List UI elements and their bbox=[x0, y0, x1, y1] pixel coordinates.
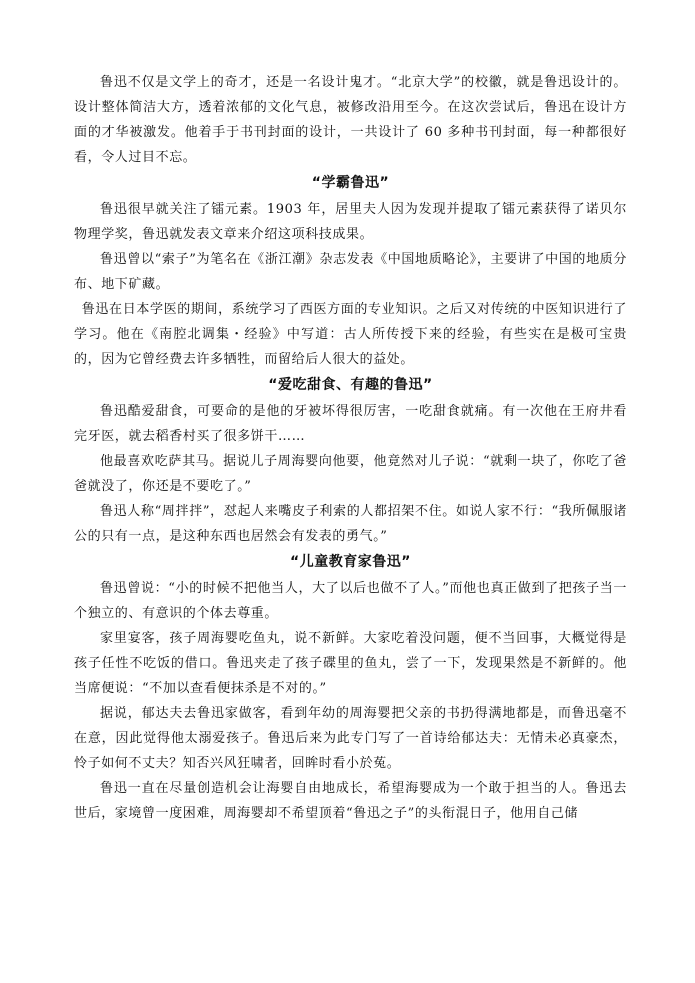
section-heading: “爱吃甜食、有趣的鲁迅” bbox=[268, 377, 433, 393]
body-paragraph: 鲁迅曾说：“小的时候不把他当人，大了以后也做不了人。”而他也真正做到了把孩子当一个独立的、有意识的个体去尊重。 bbox=[74, 581, 627, 621]
body-paragraph: 鲁迅很早就关注了镭元素。1903 年，居里夫人因为发现并提取了镭元素获得了诺贝尔物理学奖，鲁迅就发表文章来介绍这项科技成果。 bbox=[74, 202, 627, 242]
body-paragraph: 鲁迅人称“周拌拌”，怼起人来嘴皮子利索的人都招架不住。如说人家不行：“我所佩服诸公的只有一点，是这种东西也居然会有发表的勇气。” bbox=[74, 504, 627, 544]
body-paragraph: 鲁迅在日本学医的期间，系统学习了西医方面的专业知识。之后又对传统的中医知识进行了学习。他在《南腔北调集・经验》中写道：古人所传授下来的经验，有些实在是极可宝贵的，因为它曾经费去许多牺牲，而留给后人很大的益处。 bbox=[74, 302, 627, 367]
body-paragraph: 鲁迅一直在尽量创造机会让海婴自由地成长，希望海婴成为一个敢于担当的人。鲁迅去世后，家境曾一度困难，周海婴却不希望顶着“鲁迅之子”的头衔混日子，他用自己储 bbox=[74, 781, 627, 821]
body-paragraph: 家里宴客，孩子周海婴吃鱼丸，说不新鲜。大家吃着没问题，便不当回事，大概觉得是孩子任性不吃饭的借口。鲁迅夹走了孩子碟里的鱼丸，尝了一下，发现果然是不新鲜的。他当席便说：“不加以查看便抹杀是不对的。” bbox=[74, 631, 627, 696]
body-paragraph: 鲁迅酷爱甜食，可要命的是他的牙被坏得很厉害，一吃甜食就痛。有一次他在王府井看完牙医，就去稻香村买了很多饼干…… bbox=[74, 404, 627, 444]
body-paragraph: 鲁迅不仅是文学上的奇才，还是一名设计鬼才。“北京大学”的校徽，就是鲁迅设计的。设计整体简洁大方，透着浓郁的文化气息，被修改沿用至今。在这次尝试后，鲁迅在设计方面的才华被激发。他着手于书刊封面的设计，一共设计了 60 多种书刊封面，每一种都很好看，令人过目不忘。 bbox=[74, 75, 627, 165]
body-paragraph: 据说，郁达夫去鲁迅家做客，看到年幼的周海婴把父亲的书扔得满地都是，而鲁迅毫不在意，因此觉得他太溺爱孩子。鲁迅后来为此专门写了一首诗给郁达夫：无情未必真豪杰，怜子如何不丈夫？知否兴风狂啸者，回眸时看小於菟。 bbox=[74, 706, 627, 771]
body-paragraph: 他最喜欢吃萨其马。据说儿子周海婴向他要，他竟然对儿子说：“就剩一块了，你吃了爸爸就没了，你还是不要吃了。” bbox=[74, 454, 627, 494]
section-heading: “学霸鲁迅” bbox=[311, 175, 390, 191]
body-paragraph: 鲁迅曾以“索子”为笔名在《浙江潮》杂志发表《中国地质略论》，主要讲了中国的地质分布、地下矿藏。 bbox=[74, 252, 627, 292]
section-heading: “儿童教育家鲁迅” bbox=[290, 554, 411, 570]
